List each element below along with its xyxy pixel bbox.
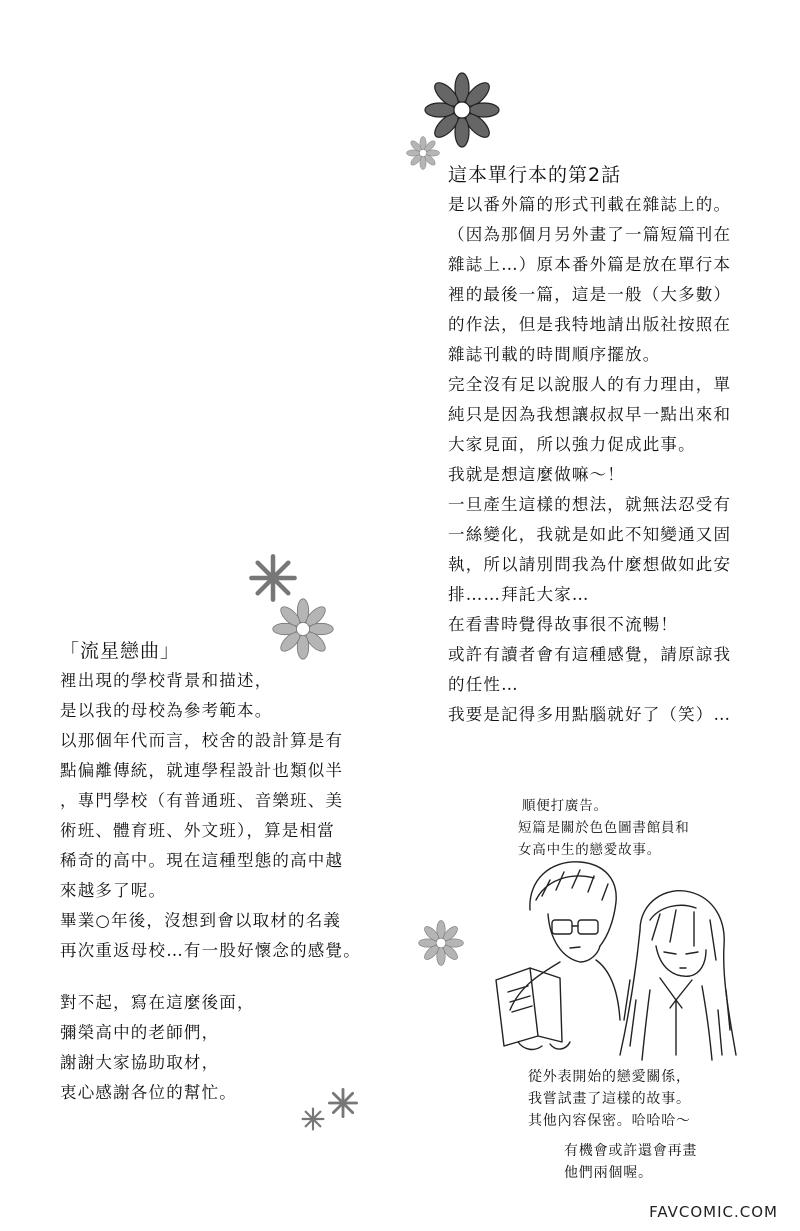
text-line: 點偏離傳統，就連學程設計也類似半 — [60, 761, 344, 780]
text-line: 衷心感謝各位的幫忙。 — [60, 1083, 237, 1102]
text-line: 其他內容保密。哈哈哈～ — [528, 1113, 691, 1129]
text-line: 完全沒有足以說服人的有力理由，單 — [448, 375, 732, 394]
text-line: 短篇是關於色色圖書館員和 — [518, 820, 690, 836]
text-line: 彌榮高中的老師們， — [60, 1023, 220, 1042]
right-column-text — [448, 160, 731, 730]
character-sketch-illustration — [490, 850, 740, 1065]
final-note — [564, 1140, 697, 1184]
flower-decoration-icon — [418, 920, 464, 966]
text-line: 一旦產生這樣的想法，就無法忍受有 — [448, 495, 732, 514]
text-line: 雜誌上…）原本番外篇是放在單行本 — [448, 255, 732, 274]
caption-note — [528, 1066, 691, 1132]
right-column-body — [448, 190, 731, 730]
text-line: 的作法，但是我特地請出版社按照在 — [448, 315, 732, 334]
text-line: 以那個年代而言，校舍的設計算是有 — [60, 731, 344, 750]
text-line: 再次重返母校…有一股好懷念的感覺。 — [60, 941, 361, 960]
text-line: 純只是因為我想讓叔叔早一點出來和 — [448, 405, 732, 424]
text-line: 來越多了呢。 — [60, 881, 167, 900]
text-line: 對不起，寫在這麼後面， — [60, 993, 255, 1012]
text-line: （因為那個月另外畫了一篇短篇刊在 — [448, 225, 732, 244]
text-line: 我要是記得多用點腦就好了（笑）… — [448, 705, 732, 724]
site-watermark: FAVCOMIC.COM — [649, 1203, 778, 1221]
text-line: 雜誌刊載的時間順序擺放。 — [448, 345, 661, 364]
text-line: 畢業○年後，沒想到會以取材的名義 — [60, 911, 342, 930]
text-line: 是以我的母校為參考範本。 — [60, 701, 273, 720]
text-line: 謝謝大家協助取材， — [60, 1053, 220, 1072]
text-line: 大家見面，所以強力促成此事。 — [448, 435, 696, 454]
asterisk-decoration-icon — [246, 551, 300, 605]
text-line: 有機會或許還會再畫 — [564, 1143, 698, 1159]
text-line: 女高中生的戀愛故事。 — [518, 842, 661, 858]
left-column-body — [60, 666, 361, 966]
right-column-heading: 這本單行本的第2話 — [448, 164, 622, 186]
text-line: 他們兩個喔。 — [564, 1165, 653, 1181]
text-line: 從外表開始的戀愛關係， — [528, 1069, 691, 1085]
small-flower-decoration-icon — [406, 136, 440, 170]
text-line: 或許有讀者會有這種感覺，請原諒我 — [448, 645, 732, 664]
text-line: 我就是想這麼做嘛～！ — [448, 465, 625, 484]
left-column-text — [60, 636, 361, 1108]
text-line: 裡出現的學校背景和描述， — [60, 671, 273, 690]
left-column-closing — [60, 988, 361, 1108]
spacer — [60, 966, 361, 988]
text-line: 排……拜託大家… — [448, 585, 590, 604]
text-line: 的任性… — [448, 675, 519, 694]
text-line: 是以番外篇的形式刊載在雜誌上的。 — [448, 195, 732, 214]
left-column-heading: 「流星戀曲」 — [60, 640, 181, 662]
text-line: 執，所以請別問我為什麼想做如此安 — [448, 555, 732, 574]
text-line: 在看書時覺得故事很不流暢！ — [448, 615, 679, 634]
text-line: 裡的最後一篇，這是一般（大多數） — [448, 285, 732, 304]
text-line: 我嘗試畫了這樣的故事。 — [528, 1091, 691, 1107]
text-line: 一絲變化，我就是如此不知變通又固 — [448, 525, 732, 544]
text-line: 稀奇的高中。現在這種型態的高中越 — [60, 851, 344, 870]
text-line: ，專門學校（有普通班、音樂班、美 — [60, 791, 344, 810]
asterisk-decoration-icon — [300, 1106, 326, 1132]
text-line: 術班、體育班、外文班），算是相當 — [60, 821, 335, 840]
text-line: 順便打廣告。 — [522, 798, 608, 814]
